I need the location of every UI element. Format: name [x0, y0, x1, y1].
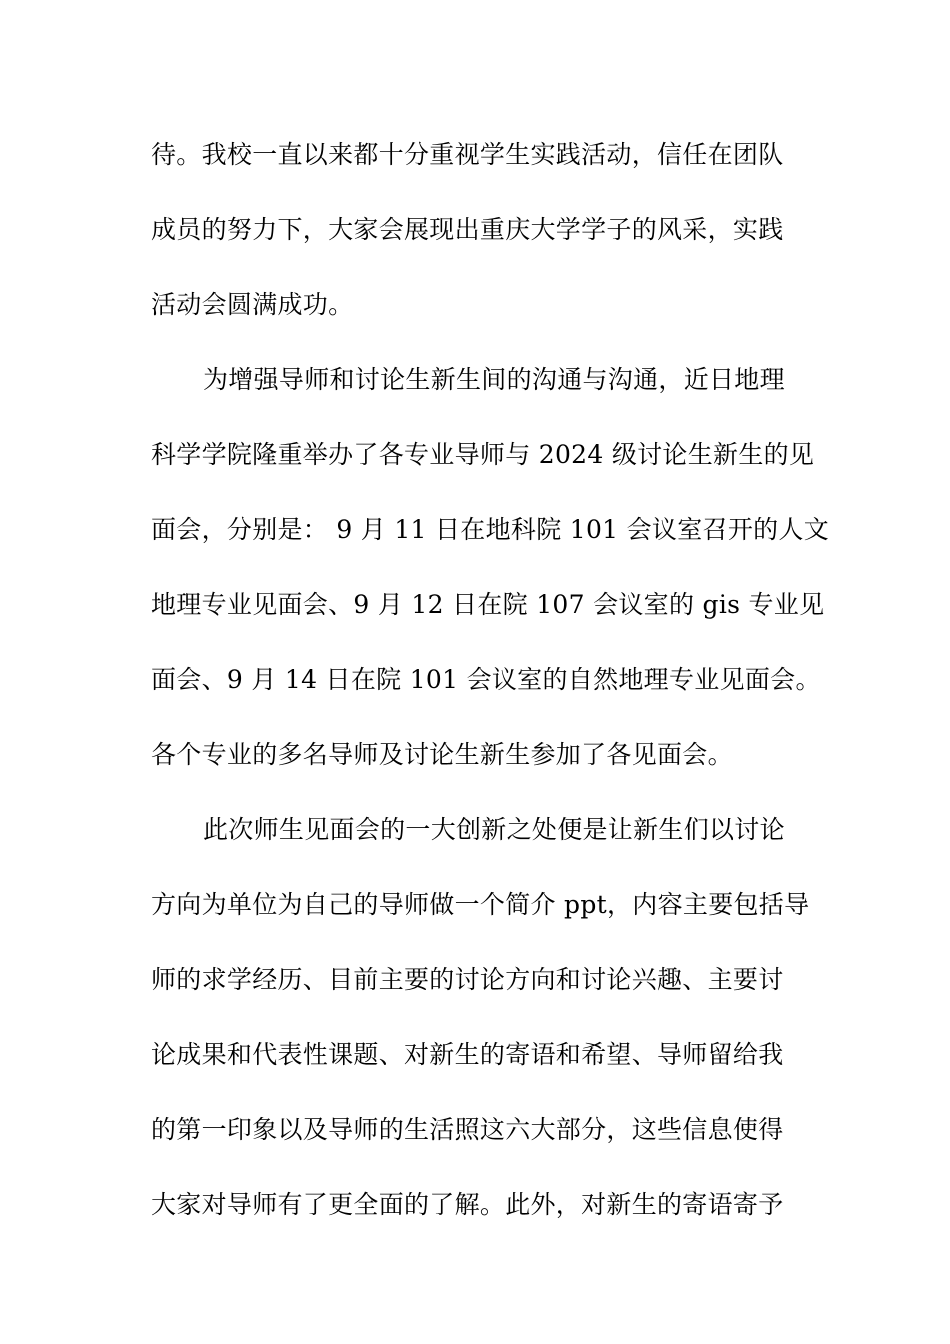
text-line: 待。我校一直以来都十分重视学生实践活动，信任在团队	[151, 140, 784, 169]
text-line: 面会、9 月 14 日在院 101 会议室的自然地理专业见面会。	[151, 665, 821, 694]
text-line: 的第一印象以及导师的生活照这六大部分，这些信息使得	[151, 1115, 784, 1144]
paragraph-3	[151, 802, 811, 1252]
text-line: 活动会圆满成功。	[151, 290, 354, 319]
text-line: 方向为单位为自己的导师做一个简介 ppt，内容主要包括导	[151, 890, 810, 919]
text-line: 科学学院隆重举办了各专业导师与 2024 级讨论生新生的见	[151, 440, 815, 469]
text-line: 成员的努力下，大家会展现出重庆大学学子的风采，实践	[151, 215, 784, 244]
text-line: 地理专业见面会、9 月 12 日在院 107 会议室的 gis 专业见	[151, 590, 825, 619]
text-line: 为增强导师和讨论生新生间的沟通与沟通，近日地理	[203, 365, 785, 394]
text-line: 各个专业的多名导师及讨论生新生参加了各见面会。	[151, 740, 733, 769]
text-line: 大家对导师有了更全面的了解。此外，对新生的寄语寄予	[151, 1190, 784, 1219]
text-line: 面会，分别是： 9 月 11 日在地科院 101 会议室召开的人文	[151, 515, 830, 544]
document-body	[151, 127, 830, 1252]
paragraph-2	[151, 352, 830, 802]
text-line: 此次师生见面会的一大创新之处便是让新生们以讨论	[203, 815, 785, 844]
text-line: 师的求学经历、目前主要的讨论方向和讨论兴趣、主要讨	[151, 965, 784, 994]
text-line: 论成果和代表性课题、对新生的寄语和希望、导师留给我	[151, 1040, 784, 1069]
paragraph-1	[151, 127, 811, 352]
